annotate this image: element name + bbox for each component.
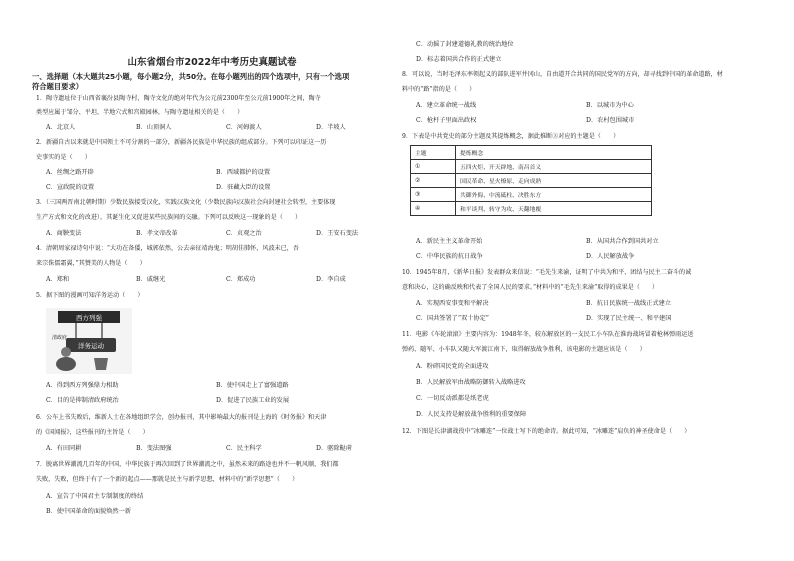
- q2-option-d[interactable]: D．驻藏大臣的设置: [216, 184, 271, 191]
- q9-stem: 9．下表是中共党史的部分主题及其提炼概念，据此推断③对应的主题是（ ）: [402, 133, 620, 140]
- q5-option-d[interactable]: D．促进了民族工业的发展: [216, 397, 290, 404]
- exam-title: 山东省烟台市2022年中考历史真题试卷: [127, 57, 297, 68]
- table-cell-theme: ②: [411, 174, 456, 188]
- q12-stem: 12．下图是长津湖战役中“冰雕连”一位战士写下的绝命诗。据此可知，“冰雕连”肩负的神圣使命是（ ）: [402, 428, 691, 435]
- q9-option-a[interactable]: A．新民主主义革命开始: [416, 238, 483, 245]
- q3-option-c[interactable]: C．贞观之治: [226, 230, 262, 237]
- yangwu-cartoon-image: [46, 308, 132, 374]
- q4-option-a[interactable]: A．郑和: [46, 276, 70, 283]
- q9-themes-table: [410, 145, 652, 216]
- q2-stem-line2: 史事实的是（ ）: [36, 154, 91, 161]
- table-row: [411, 160, 652, 174]
- q10-option-c[interactable]: C．国共签署了“双十协定”: [416, 315, 489, 322]
- q6-stem-line1: 6．公车上书失败后，维新人士在各地组织学会，创办报刊，其中影响最大的报刊是上海的《时务报》和天津: [36, 414, 327, 421]
- table-cell-theme: ④: [411, 202, 456, 216]
- q2-option-a[interactable]: A．丝绸之路开辟: [46, 169, 94, 176]
- table-cell-theme: ③: [411, 188, 456, 202]
- table-row: [411, 188, 652, 202]
- q11-stem-line1: 11．电影《车轮滚滚》主要内容为：1948年冬，较东解放区的一支民工小车队在淮海战场冒着枪林弹雨运送: [402, 331, 694, 338]
- cartoon-side-label: 清政府: [52, 335, 68, 341]
- q8-stem-line1: 8．可以说，当时毛泽东率领起义的部队进军井冈山，自由道开合共同的国民党军的方向，却寻找到中国的革命道路，材: [402, 71, 723, 78]
- q1-option-c[interactable]: C．河姆渡人: [226, 124, 262, 131]
- table-cell-theme: ①: [411, 160, 456, 174]
- table-cell-concepts: 国民革命、星火燎原、走向成熟: [456, 174, 652, 188]
- table-cell-concepts: 和平谈判、转守为攻、天翻地覆: [456, 202, 652, 216]
- q8-option-b[interactable]: B．以城市为中心: [586, 102, 634, 109]
- cartoon-middle-label: 洋务运动: [78, 342, 104, 350]
- q8-option-c[interactable]: C．枪杆子里面出政权: [416, 117, 477, 124]
- q4-option-c[interactable]: C．郑成功: [226, 276, 256, 283]
- q10-option-d[interactable]: D．实现了民主统一、和平建国: [586, 315, 672, 322]
- q1-option-d[interactable]: D．半坡人: [316, 124, 346, 131]
- table-cell-concepts: 共御外侮、中流砥柱、决胜东方: [456, 188, 652, 202]
- q4-option-d[interactable]: D．李自成: [316, 276, 346, 283]
- table-header-cell: 主题: [411, 146, 456, 160]
- q5-option-a[interactable]: A．得到西方列强鼎力相助: [46, 382, 119, 389]
- q6-option-c[interactable]: C．民主科学: [226, 445, 262, 452]
- q11-option-c[interactable]: C．一切反动派都是纸老虎: [416, 395, 489, 402]
- table-row: [411, 174, 652, 188]
- q2-option-b[interactable]: B．西域都护的设置: [216, 169, 271, 176]
- q5-option-c[interactable]: C．目的是抑制清政府统治: [46, 397, 119, 404]
- q11-stem-line2: 弹药、随军、小车队又随大军渡江南下，取得解放战争胜利，该电影的主题应该是（ ）: [402, 346, 646, 353]
- q4-stem-line2: 来宗侏儒霜翼，”其赞美的人物是（ ）: [36, 260, 146, 267]
- table-header-cell: 提炼概念: [456, 146, 652, 160]
- q8-option-d[interactable]: D．农村包围城市: [586, 117, 635, 124]
- q5-stem: 5．据下图的漫画可知洋务运动（ ）: [36, 292, 144, 299]
- q1-stem-line2: 类型应属于邹分、平坦、半地穴式和宫殿园林，与陶寺遗址相关的是（ ）: [36, 109, 244, 116]
- q4-option-b[interactable]: B．戚继光: [136, 276, 166, 283]
- q11-option-b[interactable]: B．人民解放军由战略防御转入战略进攻: [416, 379, 526, 386]
- q9-option-b[interactable]: B．从国共合作到国共对立: [586, 238, 659, 245]
- q1-option-b[interactable]: B．山顶洞人: [136, 124, 172, 131]
- section-heading-line1: 一、选择题（本大题共25小题，每小题2分，共50分。在每小题列出的四个选项中，只有一个选项: [32, 72, 350, 81]
- q10-stem-line1: 10．1945年8月，《新华日报》发表群众来信说：“毛先生来渝，证明了中共为和平、团结与民主二奋斗的诚: [402, 269, 692, 276]
- q6-option-d[interactable]: D．驱除鞑虏: [316, 445, 352, 452]
- left-column: [32, 0, 392, 561]
- q10-option-b[interactable]: B．抗日民族统一战线正式建立: [586, 300, 671, 307]
- q6-option-b[interactable]: B．变法图强: [136, 445, 172, 452]
- q3-stem-line2: 生产方式和文化的改进），其诞生化又促进某些民族间的交融。下列可以反映这一现象的是（ ）: [36, 214, 302, 221]
- q3-option-b[interactable]: B．孝文帝改革: [136, 230, 178, 237]
- q7-option-c[interactable]: C．动摇了封建道德礼教的统治地位: [416, 41, 514, 48]
- right-column: [402, 0, 774, 561]
- table-row: [411, 202, 652, 216]
- q11-option-d[interactable]: D．人民支持是解放战争胜利的重要保障: [416, 411, 527, 418]
- table-header-row: [411, 146, 652, 160]
- q7-option-d[interactable]: D．标志着国共合作的正式建立: [416, 56, 502, 63]
- cartoon-top-label: 西方列强: [76, 314, 102, 322]
- table-cell-concepts: 五四火炬、开天辟地、南昌首义: [456, 160, 652, 174]
- q1-stem-line1: 1．陶寺遗址位于山西省襄汾县陶寺村，陶寺文化的绝对年代为公元前2300年至公元前1900年之间，陶寺: [36, 95, 321, 102]
- q7-stem-line1: 7．脱离世界潮流几百年的中国，中华民族于再次回到了世界潮流之中，虽然未来的路途也并不一帆风顺，我们都: [36, 461, 339, 468]
- q3-option-d[interactable]: D．王安石变法: [316, 230, 359, 237]
- q10-option-a[interactable]: A．实现西安事变和平解决: [416, 300, 489, 307]
- q3-stem-line1: 3．（三国两晋南北朝时期）少数民族接受汉化，实践汉族文化（少数民族向汉族社会向封建社会转型，主要体现: [36, 199, 336, 206]
- q8-stem-line2: 料中的“路”指的是（ ）: [402, 86, 476, 93]
- q7-stem-line2: 失败，失败，但终于有了一个新的起点——那就是民主与新学思想，材料中的“新学思想”（ ）: [36, 476, 299, 483]
- q3-option-a[interactable]: A．商鞅变法: [46, 230, 82, 237]
- section-heading-line2: 符合题目要求）: [32, 82, 84, 91]
- q7-option-b[interactable]: B．使中国革命的面貌焕然一新: [46, 508, 131, 515]
- q9-option-c[interactable]: C．中华民族的抗日战争: [416, 253, 483, 260]
- q5-option-b[interactable]: B．使中国走上了富强道路: [216, 382, 289, 389]
- q2-option-c[interactable]: C．宣政院的设置: [46, 184, 95, 191]
- q11-option-a[interactable]: A．粉碎国民党的全面进攻: [416, 363, 489, 370]
- q9-option-d[interactable]: D．人民解放战争: [586, 253, 635, 260]
- q6-option-a[interactable]: A．有田同耕: [46, 445, 82, 452]
- q4-stem-line1: 4．清朝周家禄诗句中说：“大功在备倭，城郭依然，公去亲征靖海鬼；明胡佳肺怀，风波未已，吾: [36, 245, 299, 252]
- q2-stem-line1: 2．新疆自古以来就是中国领土不可分割的一部分，新疆各民族是中华民族的组成部分。下列可以印证这一历: [36, 139, 327, 146]
- q6-stem-line2: 的《国闻报》，这些报刊的主旨是（ ）: [36, 429, 149, 436]
- q10-stem-line2: 意和决心，这的确反映和代表了全国人民的要求。”材料中的“毛先生来渝”取得的成果是（ ）: [402, 284, 659, 291]
- q7-option-a[interactable]: A．宣告了中国君主专制制度的终结: [46, 493, 144, 500]
- q8-option-a[interactable]: A．建立革命统一战线: [416, 102, 477, 109]
- q1-option-a[interactable]: A．北京人: [46, 124, 76, 131]
